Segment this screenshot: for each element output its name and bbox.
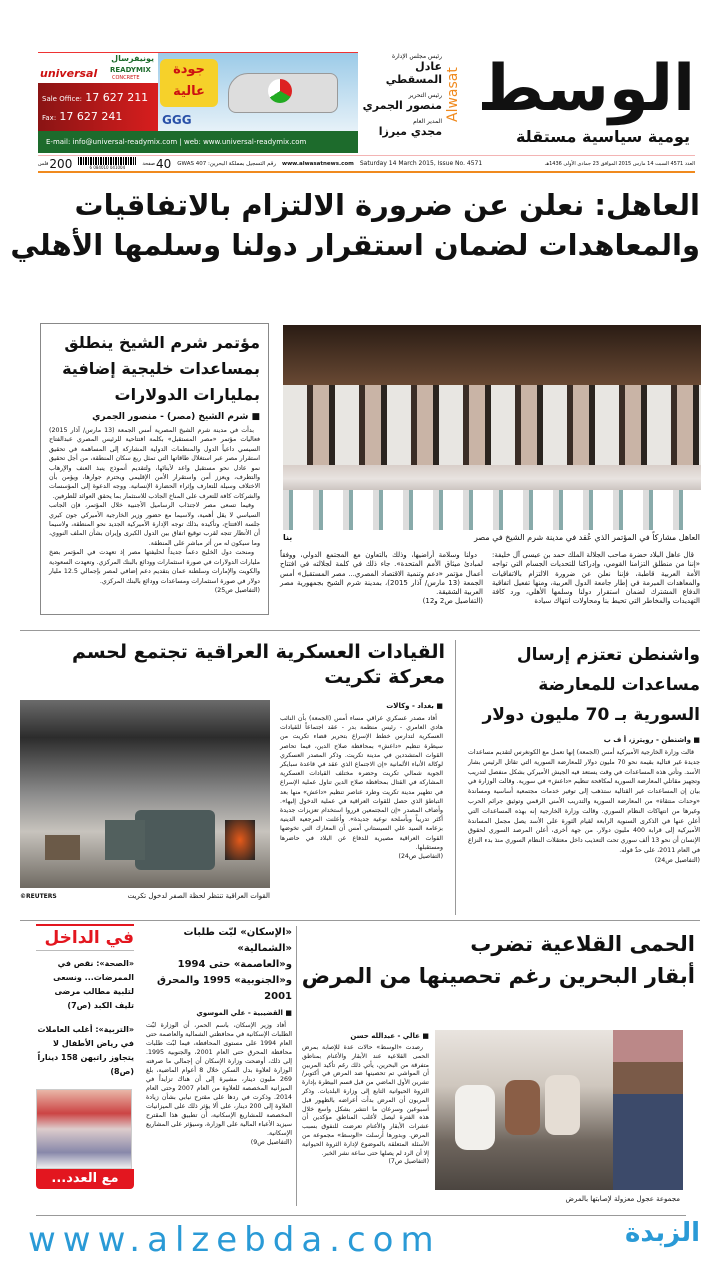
sharm-story[interactable]: مؤتمر شرم الشيخ ينطلق بمساعدات خليجية إضافية بمليارات الدولارات ■ شرم الشيخ (مصر) - منصور الجمري بدأت في مدينة شرم الشيخ المصرية أمس الجمعة (13 مارس/ آذار 2015) فعاليات مؤتمر «مصر المستقبل» بكلمة افتتاحية للرئيس المصري عبدالفتاح السيسي داعياً الدول والمنظمات الدولية المشاركة إلى المساهمة في تحقيق استقرار مصر عبر استغلال طاقاتها التي تمثل ربع سكان المنطقة، من أجل تحقيق نمو عادل نحو مستقبل واعد لأبنائها، ولتقديم أنموذج ينبذ العنف والإرهاب والتطرف، ويعزز أمن واستقرار الأمن الإقليمي ويحترم جوارها، ويؤمن بأن الاختلاف وسيلة للتعارف وإثراء الحضارة الإنسانية. ووجه الدعوة إلى المؤسسات والشركات كافة للتعرف على المناخ الجاذب للاستثمار بما يحقق العوائد للطرفين. وفيما تسعى مصر لاجتذاب الرساميل الأجنبية خلال المؤتمر، فإن الجانب السياسي لا يقل أهمية، ولاسيما مع حضور وزير الخارجية الأميركي جون كيري جلسة الافتتاح، وتأكيده بذلك توجه الإدارة الأميركية الجديد نحو المنطقة، ولاسيما أن الأنظار تتجه لقرب توقيع اتفاق بين الدول الكبرى وإيران بشأن الملف النووي، وما سيكون له من أثر مباشر على المنطقة. ومنحت دول الخليج دعماً جديداً لحليفتها مصر إذ تعهدت في المؤتمر بضخ مليارات الدولارات في صورة استثمارات وودائع بالبنك المركزي. وتعهدت السعودية والكويت والإمارات وسلطنة عمان بتقديم دعم إضافي لمصر بإجمالي 12.5 مليار دولار في صورة استثمارات ومساعدات وودائع بالبنك المركزي. (التفاصيل ص25) — [40, 323, 269, 615]
editor: رئيس مجلس الإدارة عادل المسقطي — [385, 53, 442, 86]
ad-logo-icons: GGG — [162, 113, 192, 127]
logo-english: Alwasat — [445, 67, 461, 122]
editor: المدير العام مجدي ميرزا — [378, 118, 442, 138]
inside-item[interactable]: «الصحة»: نقص في الممرضات... ونسعى لتلبية مطالب مرضى تليف الكبد (ص7) — [53, 959, 134, 1010]
supplement-label[interactable]: مع العدد... — [36, 1169, 134, 1189]
page-count: صفحة 40 — [142, 156, 172, 171]
washington-story[interactable]: واشنطن تعتزم إرسال مساعدات للمعارضة السورية بـ 70 مليون دولار ■ واشنطن - رويترز، أ ف ب قالت وزارة الخارجية الأميركية أمس (الجمعة) إنها تعمل مع الكونغرس لتقديم مساعدات جديدة غير قتالية بقيمة نحو 70 مليون دولار للمعارضة السورية التي تقاتل الرئيس بشار الأسد. وتأتي هذه المساعدات في وقت يستعد فيه الجيش الأميركي بشكل منفصل لتدريب وتجهيز مقاتلي المعارضة السورية لمكافحة تنظيم «داعش» في سورية. وقالت الوزارة في بيان إن المساعدات غير القتالية ستذهب إلى توفير خدمات مجتمعية أساسية ومساندة «وحدات منتقاة» من المعارضة السورية والتدريب الأمني الرقمي وتوثيق جرائم الحرب وغيرها من انتهاكات النظام السوري. وقالت وزارة الخارجية إنه بهذه المساعدات التي أعلن عنها في الذكرى السنوية الرابعة لقيام الثورة على الأسد يصل مجمل المساندة الأميركية إلى قرابة 400 مليون دولار. من جهة أخرى، أعلن المرصد السوري لحقوق الإنسان أن نحو 13 ألف سوري تحت التعذيب داخل معتقلات النظام السوري منذ بدء النزاع في العام 2011، على حدّ قوله. (التفاصيل ص24) — [468, 640, 700, 866]
lead-body-col1: قال عاهل البلاد حضرة صاحب الجلالة الملك حمد بن عيسى آل خليفة: «إننا من منطلق التزامنا القومي، وإدراكنا للتحديات الجسام التي تواجه الأمة العربية قاطبة، فإننا نعلن عن ضرورة الالتزام بالاتفاقيات والمعاهدات المبرمة في إطار جامعة الدول العربية، ومنها تفعيل اتفاقية الدفاع المشترك لضمان استقرار دولنا وسلمها الأهلي، ورد كافة التهديدات والمخاطر التي تحيط بنا ومحاولات انتهاك سيادة — [492, 551, 700, 606]
cows-headline[interactable]: الحمى القلاعية تضرب أبقار البحرين رغم تحصينها من المرض — [301, 932, 695, 988]
ad-badge: جودة عالية — [160, 59, 218, 107]
site-link[interactable]: www.alwasatnews.com — [282, 160, 354, 167]
iraq-text: ■ بغداد - وكالات أفاد مصدر عسكري عراقي مساء أمس (الجمعة) بأن النائب هادي العامري - رئيس منظمة بدر - عقد اجتماعاً للقيادات العسكرية لتدارس خطط الإسراع بتحرير قضاء تكريت من سيطرة تنظيم «داعش» بمحافظة صلاح الدين، فيما تحاصر القوات المتشددين في مدينة تكريت. وذكر المصدر العسكري لوكالة الأنباء الألمانية «إن الاجتماع الذي عقد في قاعدة سبايكر الجوية شمالي تكريت وحضره مختلف القيادات العسكرية المشاركة في القتال بمحافظة صلاح الدين تناول عملية الإسراع في تطهير مدينة تكريت وطرد عناصر تنظيم «داعش» منها بعد التباطؤ الذي حصل للقوات العراقية في عملية الدخول إليها». وأضاف المصدر «إن المجتمعين قرروا استخدام تعزيزات جديدة أكثر تدريباً وبأسلحة نوعية جديدة». وأعلنت المرجعية الدينية بزعامة السيد علي السيستاني أمس أن المعارك التي تخوضها القوات العراقية مصيرية للدفاع عن البلاد في حاضرها ومستقبلها. (التفاصيل ص24) — [280, 698, 443, 861]
iraq-caption-row: ©REUTERS القوات العراقية تنتظر لحظة الصفر لدخول تكريت — [20, 892, 270, 900]
supplement-thumbnail[interactable] — [36, 1089, 132, 1169]
inside-box: في الداخل «الصحة»: نقص في الممرضات... ونسعى لتلبية مطالب مرضى تليف الكبد (ص7) «التربية»: أغلب العاملات في رياض الأطفال لا يتجاوز راتبهن 158 ديناراً (ص8) مع العدد... — [36, 924, 134, 1189]
editors-list — [362, 53, 442, 138]
advertisement[interactable] — [38, 52, 358, 152]
footer-logo: الزبدة — [625, 1218, 700, 1248]
footer-url[interactable]: www.alzebda.com — [28, 1220, 441, 1260]
cows-photo — [435, 1030, 683, 1190]
ad-contact: E-mail: info@universal-readymix.com | web: www.universal-readymix.com — [38, 131, 358, 153]
iraq-photo — [20, 700, 270, 888]
price: فلس 200 — [38, 156, 73, 171]
housing-story[interactable]: «الإسكان» لبّت طلبات «الشمالية» و«العاصمة» حتى 1994 و«الجنوبية» 1995 والمحرق 2001 ■ القضيبية - علي الموسوي أفاد وزير الإسكان، باسم الحمر، أن الوزارة لبّت الطلبات الإسكانية في محافظتي الشمالية والعاصمة حتى العام 1994 على مستوى المحافظة، فيما لبّت طلبات محافظة المحرق حتى العام 2001، والجنوبية 1995. إلى ذلك، أوضحت وزارة الإسكان أن إجمالي ما صرفته الوزارة لعلاوة بدل السكن خلال 8 أعوام الماضية، بلغ 269 مليون دينار، مشيرة إلى أن هناك تزايداً في الميزانية المخصصة للعلاوة من العام 2007 وحتى العام 2014. وذكرت في ردها على مقترح نيابي بشأن زيادة العلاوة إلى 200 دينار، على ألا يؤثر ذلك على الميزانيات المخصصة للمشاريع الإسكانية، أن تطبيق هذا المقترح سيزيد الأعباء المالية على الوزارة، وسيؤثر على المشاريع الإسكانية. (التفاصيل ص9) — [146, 925, 292, 1147]
iraq-headline[interactable]: القيادات العسكرية العراقية تجتمع لحسم معركة تكريت — [71, 641, 445, 688]
ad-phones: Sale Office: 17 627 211 Fax: 17 627 241 — [38, 83, 158, 131]
cows-text: ■ عالي - عبدالله حسن رصدت «الوسط» حالات عدة للإصابة بمرض الحمى القلاعية عند الأبقار والأغنام بمناطق متفرقة من البحرين، يأتي ذلك رغم تأكيد المربين أن المواشي تم تحصينها ضد المرض في أكتوبر/ تشرين الأول الماضي من قبل قسم البيطرة بإدارة الثروة الحيوانية التابع إلى وزارة البلديات. وذكر المربون أن المرض بدأت أعراضه بالظهور قبل أسبوعين وسرعان ما انتشر بشكل واسع خلال هذه الفترة ليصل لأغلب المناطق مؤكدين أن عشرات الأبقار والأغنام تعرضت للنفوق بسبب المرض. وبدورها أرسلت «الوسط» مجموعة من الأسئلة المتعلقة بالموضوع لإدارة الثروة الحيوانية إلا أن الرد لم يصلها حتى ساعة نشر الخبر. (التفاصيل ص7) — [302, 1028, 429, 1167]
barcode: 6 084010 041004 — [78, 157, 136, 171]
editor: رئيس التحرير منصور الجمري — [362, 92, 442, 112]
ad-brand: يونيفرسال universal READYMIX CONCRETE — [38, 53, 158, 83]
masthead-tagline: يومية سياسية مستقلة — [515, 127, 690, 146]
lead-headline[interactable]: العاهل: نعلن عن ضرورة الالتزام بالاتفاقيات والمعاهدات لضمان استقرار دولنا وسلمها الأهلي — [10, 188, 700, 262]
lead-photo — [283, 325, 701, 530]
inside-item[interactable]: «التربية»: أغلب العاملات في رياض الأطفال لا يتجاوز راتبهن 158 ديناراً (ص8) — [37, 1025, 134, 1076]
sharm-body: بدأت في مدينة شرم الشيخ المصرية أمس الجمعة (13 مارس/ آذار 2015) فعاليات مؤتمر «مصر المستقبل» بكلمة افتتاحية للرئيس المصري عبدالفتاح السيسي داعياً الدول والمنظمات الدولية المشاركة إلى المساهمة في تحقيق استقرار مصر عبر استغلال طاقاتها التي تمثل ربع سكان المنطقة، من أجل تحقيق نمو عادل نحو مستقبل واعد لأبنائها، ولتقديم أنموذج ينبذ العنف والإرهاب والتطرف، ويعزز أمن واستقرار الأمن الإقليمي ويحترم جوارها، ويؤمن بأن الاختلاف وسيلة للتعارف وإثراء الحضارة الإنسانية. ووجه الدعوة إلى المؤسسات والشركات كافة للتعرف على المناخ الجاذب للاستثمار بما يحقق العوائد للطرفين. وفيما تسعى مصر لاجتذاب الرساميل الأجنبية خلال المؤتمر، فإن الجانب السياسي لا يقل أهمية، ولاسيما مع حضور وزير الخارجية الأميركي جون كيري جلسة الافتتاح، وتأكيده بذلك توجه الإدارة الأميركية الجديد نحو المنطقة، ولاسيما أن الأنظار تتجه لقرب توقيع اتفاق بين الدول الكبرى وإيران بشأن الملف النووي، وما سيكون له من أثر مباشر على المنطقة. ومنحت دول الخليج دعماً جديداً لحليفتها مصر إذ تعهدت في المؤتمر بضخ مليارات الدولارات في صورة استثمارات وودائع بالبنك المركزي. وتعهدت السعودية والكويت والإمارات وسلطنة عمان بتقديم دعم إضافي لمصر بإجمالي 12.5 مليار دولار في صورة استثمارات ومساعدات وودائع بالبنك المركزي. (التفاصيل ص25) — [49, 427, 260, 594]
logo-arabic: الوسط — [477, 52, 695, 126]
dateline-bar: فلس 200 6 084010 041004 صفحة 40 رقم التسجيل بمملكة البحرين: GWAS 407 www.alwasatnews.com Saturday 14 March 2015, Issue No. 4571 العدد 4571 السبت 14 مارس 2015 الموافق 23 جمادى الأولى 1436هـ — [38, 155, 695, 173]
ad-truck-image — [158, 53, 358, 131]
lead-body-col2: دولنا وسلامة أراضيها، وذلك بالتعاون مع المجتمع الدولي، ووفقاً لمبادئ ميثاق الأمم المتحدة». جاء ذلك في كلمة لجلالته في افتتاح أعمال مؤتمر «دعم وتنمية الاقتصاد المصري... مصر المستقبل» أمس الجمعة (13 مارس/ آذار 2015)، بمدينة شرم الشيخ بجمهورية مصر العربية الشقيقة. (التفاصيل ص2 و12) — [280, 551, 484, 606]
